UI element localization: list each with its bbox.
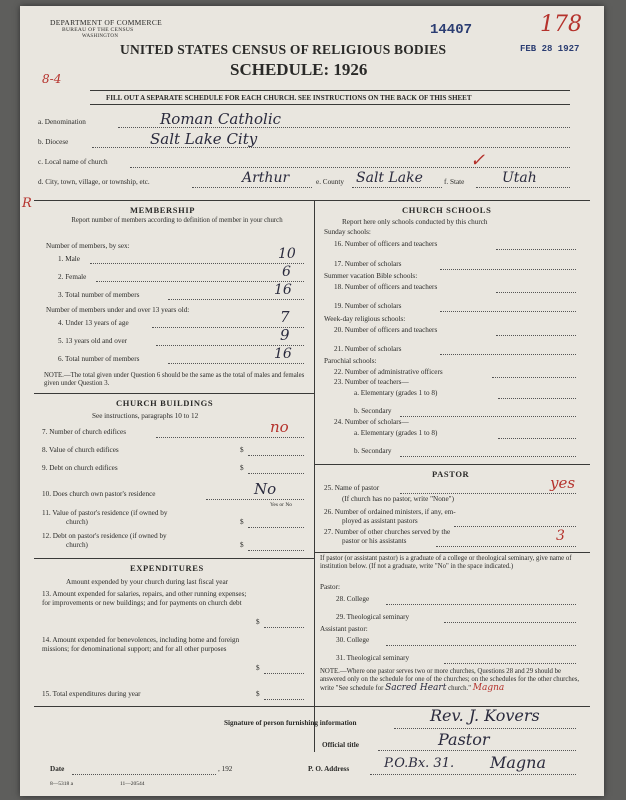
q10-value[interactable]: No [254,480,277,498]
q12-label-cont: church) [66,541,88,549]
schools-title: CHURCH SCHOOLS [402,205,492,215]
q13-label: 13. Amount expended for salaries, repairs, and other running expenses; for improvements or new buildings; and for payments on church debt [42,590,247,608]
q3-label: 3. Total number of members [58,291,140,299]
q7-value[interactable]: no [270,418,289,436]
schools-sub: Report here only schools conducted by this church [342,218,488,226]
membership-title: MEMBERSHIP [130,205,196,215]
q18-label: 18. Number of officers and teachers [334,283,438,291]
form-subtitle: SCHEDULE: 1926 [230,60,368,79]
q27-label-cont: pastor or his assistants [342,537,407,545]
bureau-label: BUREAU OF THE CENSUS [62,27,134,33]
city-value[interactable]: Arthur [242,170,290,186]
po-city-value[interactable]: Magna [490,753,547,772]
checkmark-icon: ✓ [470,150,486,171]
diocese-value[interactable]: Salt Lake City [150,130,258,148]
q24-label: 24. Number of scholars— [334,418,409,426]
q9-dollar: $ [240,464,244,472]
q6-label: 6. Total number of members [58,355,140,363]
q8-label: 8. Value of church edifices [42,446,119,454]
q17-label: 17. Number of scholars [334,260,402,268]
hand-number: 178 [540,12,582,37]
q20-label: 20. Number of officers and teachers [334,326,438,334]
date-year: , 192 [218,765,233,773]
q31-label: 31. Theological seminary [336,654,410,662]
q4-value[interactable]: 7 [280,308,290,326]
state-label: f. State [444,178,465,186]
q12-dollar: $ [240,541,244,549]
q27-value[interactable]: 3 [556,528,565,544]
po-address-value[interactable]: P.O.Bx. 31. [384,756,455,771]
q14-label: 14. Amount expended for benevolences, including home and foreign missions; for denominational support; and for all other purposes [42,636,240,654]
q4-label: 4. Under 13 years of age [58,319,129,327]
q2-label: 2. Female [58,273,87,281]
q15-label: 15. Total expenditures during year [42,690,141,698]
official-title-label: Official title [322,741,359,749]
county-label: e. County [316,178,344,186]
q10-label: 10. Does church own pastor's residence [42,490,156,498]
hand-84: 8-4 [42,72,62,86]
q11-dollar: $ [240,518,244,526]
pastor-note-text: NOTE.—Where one pastor serves two or more churches, Questions 28 and 29 should be answered only on the schedule for one of the churches; on the schedules for the other churches, write "See schedule for [320,668,580,693]
q29-label: 29. Theological seminary [336,613,410,621]
summer-label: Summer vacation Bible schools: [324,272,418,280]
by-sex-label: Number of members, by sex: [46,242,130,250]
pastor-sub-label: Pastor: [320,583,340,591]
q10-hint: Yes or No [270,502,293,508]
q1-value[interactable]: 10 [278,246,296,262]
state-value[interactable]: Utah [502,170,537,186]
q21-label: 21. Number of scholars [334,345,402,353]
form-number: 8—5318 a [50,781,74,787]
q23a-label: a. Elementary (grades 1 to 8) [354,389,438,397]
expenditures-title: EXPENDITURES [130,563,204,573]
po-address-label: P. O. Address [308,765,350,773]
signature-value[interactable]: Rev. J. Kovers [430,706,540,725]
pastor-note-fill[interactable]: Sacred Heart [385,683,447,694]
membership-intro: Report number of members according to definition of member in your church [71,217,283,224]
pastor-title: PASTOR [432,469,470,479]
denomination-label: a. Denomination [38,118,86,126]
q23b-label: b. Secondary [354,407,392,415]
q19-label: 19. Number of scholars [334,302,402,310]
q25-label: 25. Name of pastor [324,484,380,492]
q22-label: 22. Number of administrative officers [334,368,443,376]
census-form [20,6,604,796]
weekday-label: Week-day religious schools: [324,315,406,323]
expenditures-sub: Amount expended by your church during last fiscal year [66,578,229,586]
q3-value[interactable]: 16 [274,282,292,298]
local-name-label: c. Local name of church [38,158,108,166]
q24a-label: a. Elementary (grades 1 to 8) [354,429,438,437]
city-label: WASHINGTON [82,34,119,39]
print-number: 11—20544 [120,781,145,787]
q25-value[interactable]: yes [550,474,576,492]
q30-label: 30. College [336,636,370,644]
q14-dollar: $ [256,664,260,672]
diocese-label: b. Diocese [38,138,69,146]
pastor-note [320,668,584,694]
q15-dollar: $ [256,690,260,698]
pastor-note-city[interactable]: Magna [472,683,505,694]
margin-mark: R [22,196,32,211]
parochial-label: Parochial schools: [324,357,377,365]
membership-note: NOTE.—The total given under Question 6 should be the same as the total of males and females given under Question 3. [44,372,305,388]
county-value[interactable]: Salt Lake [356,170,423,186]
signature-label: Signature of person furnishing information [224,719,357,727]
instruction-line: FILL OUT A SEPARATE SCHEDULE FOR EACH CHURCH. SEE INSTRUCTIONS ON THE BACK OF THIS SHEET [106,94,472,102]
age-intro-label: Number of members under and over 13 years old: [46,306,190,314]
q13-dollar: $ [256,618,260,626]
q5-value[interactable]: 9 [280,326,290,344]
q28-label: 28. College [336,595,370,603]
q2-value[interactable]: 6 [282,264,291,280]
buildings-sub: See instructions, paragraphs 10 to 12 [92,412,199,420]
q7-label: 7. Number of church edifices [42,428,127,436]
stamp-date: FEB 28 1927 [520,44,580,54]
q16-label: 16. Number of officers and teachers [334,240,438,248]
dept-label: DEPARTMENT OF COMMERCE [50,18,163,27]
q27-label: 27. Number of other churches served by the [324,528,451,536]
q26-label-cont: ployed as assistant pastors [342,517,418,525]
stamp-number: 14407 [430,22,473,38]
asst-pastor-label: Assistant pastor: [320,625,368,633]
buildings-title: CHURCH BUILDINGS [116,398,214,408]
q12-label: 12. Debt on pastor's residence (if owned by [42,532,167,540]
q26-label: 26. Number of ordained ministers, if any, em- [324,508,456,516]
graduate-note: If pastor (or assistant pastor) is a graduate of a college or theological seminary, give name of institution below. (If not a graduate, write "No" in the space indicated.) [320,555,572,571]
pastor-note-end: church." [448,685,472,693]
city-field-label: d. City, town, village, or township, etc. [38,178,150,186]
q8-dollar: $ [240,446,244,454]
date-label: Date [50,765,65,773]
official-title-value[interactable]: Pastor [438,730,490,749]
form-title: UNITED STATES CENSUS OF RELIGIOUS BODIES [120,42,447,57]
q5-label: 5. 13 years old and over [58,337,128,345]
q11-label: 11. Value of pastor's residence (if owned by [42,509,168,517]
sunday-label: Sunday schools: [324,228,371,236]
q1-label: 1. Male [58,255,80,263]
q24b-label: b. Secondary [354,447,392,455]
q25-hint: (If church has no pastor, write "None") [342,495,454,503]
q9-label: 9. Debt on church edifices [42,464,118,472]
q6-value[interactable]: 16 [274,346,292,362]
denomination-value[interactable]: Roman Catholic [160,110,282,128]
q11-label-cont: church) [66,518,88,526]
q23-label: 23. Number of teachers— [334,378,409,386]
